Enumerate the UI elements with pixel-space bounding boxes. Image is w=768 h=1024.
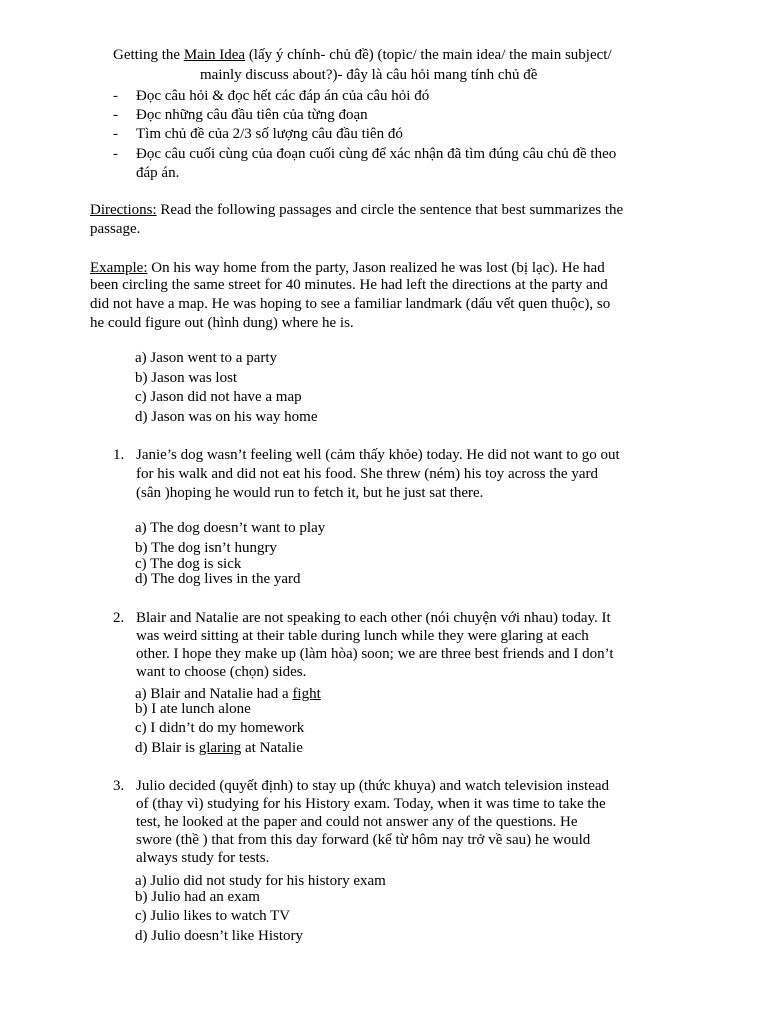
question-text: Janie’s dog wasn’t feeling well (cảm thấy khỏe) today. He did not want to go out <box>136 447 620 463</box>
example-text-line: he could figure out (hình dung) where he is. <box>90 315 354 331</box>
example-text-line: did not have a map. He was hoping to see a familiar landmark (dấu vết quen thuộc), so <box>90 296 611 312</box>
answer-option[interactable]: d) The dog lives in the yard <box>135 571 301 587</box>
answer-option[interactable]: b) Julio had an exam <box>135 889 260 905</box>
question-text: (sân )hoping he would run to fetch it, but he just sat there. <box>136 485 484 501</box>
bullet-item: Đọc câu cuối cùng của đoạn cuối cùng để xác nhận đã tìm đúng câu chủ đề theo <box>136 146 617 162</box>
directions <box>90 201 623 220</box>
option-underlined-word: fight <box>292 686 321 702</box>
answer-option[interactable]: a) Jason went to a party <box>135 350 278 366</box>
question-text: for his walk and did not eat his food. She threw (ném) his toy across the yard <box>136 466 598 482</box>
title-text-rest: (lấy ý chính- chủ đề) (topic/ the main idea/ the main subject/ <box>245 47 612 63</box>
question-text: want to choose (chọn) sides. <box>136 664 307 680</box>
option-underlined-word: glaring <box>198 740 242 756</box>
option-text: a) Blair and Natalie had a <box>135 686 293 702</box>
answer-option[interactable]: c) Jason did not have a map <box>135 389 302 405</box>
title-text: Getting the <box>113 47 184 63</box>
question-text: of (thay vì) studying for his History exam. Today, when it was time to take the <box>136 796 606 812</box>
answer-option[interactable]: c) Julio likes to watch TV <box>135 908 291 924</box>
example-text: On his way home from the party, Jason realized he was lost (bị lạc). He had <box>147 260 605 276</box>
directions-text: Read the following passages and circle the sentence that best summarizes the <box>156 202 624 218</box>
answer-option[interactable]: c) The dog is sick <box>135 556 242 572</box>
question-text: always study for tests. <box>136 850 270 866</box>
bullet-marker: - <box>113 107 118 123</box>
question-number: 2. <box>113 610 125 626</box>
directions-text-line-2: passage. <box>90 221 141 237</box>
question-text: Blair and Natalie are not speaking to each other (nói chuyện với nhau) today. It <box>136 610 611 626</box>
question-text: test, he looked at the paper and could not answer any of the questions. He <box>136 814 578 830</box>
question-text: Julio decided (quyết định) to stay up (thức khuya) and watch television instead <box>136 778 610 794</box>
example-label: Example: <box>90 260 148 276</box>
answer-option[interactable]: c) I didn’t do my homework <box>135 720 305 736</box>
bullet-marker: - <box>113 88 118 104</box>
bullet-item: Đọc những câu đầu tiên của từng đoạn <box>136 107 368 123</box>
option-text: d) Blair is <box>135 740 199 756</box>
answer-option[interactable]: b) The dog isn’t hungry <box>135 540 277 556</box>
bullet-item: Tìm chủ đề của 2/3 số lượng câu đầu tiên đó <box>136 126 403 142</box>
question-number: 1. <box>113 447 125 463</box>
bullet-item-continued: đáp án. <box>136 165 180 181</box>
option-text: at Natalie <box>241 740 303 756</box>
answer-option[interactable]: d) Jason was on his way home <box>135 409 318 425</box>
bullet-item: Đọc câu hỏi & đọc hết các đáp án của câu hỏi đó <box>136 88 430 104</box>
page-title <box>113 46 612 65</box>
title-line-2: mainly discuss about?)- đây là câu hỏi mang tính chủ đề <box>200 67 538 83</box>
answer-option[interactable]: b) Jason was lost <box>135 370 238 386</box>
bullet-marker: - <box>113 126 118 142</box>
question-text: was weird sitting at their table during lunch while they were glaring at each <box>136 628 589 644</box>
question-text: other. I hope they make up (làm hòa) soon; we are three best friends and I don’t <box>136 646 614 662</box>
bullet-marker: - <box>113 146 118 162</box>
question-number: 3. <box>113 778 125 794</box>
example-text-line: been circling the same street for 40 minutes. He had left the directions at the party and <box>90 277 608 293</box>
answer-option[interactable]: b) I ate lunch alone <box>135 701 251 717</box>
answer-option[interactable] <box>135 739 303 758</box>
question-text: swore (thề ) that from this day forward (kể từ hôm nay trở về sau) he would <box>136 832 591 848</box>
directions-label: Directions: <box>90 202 157 218</box>
title-underlined-main-idea: Main Idea <box>183 47 246 63</box>
answer-option[interactable]: a) Julio did not study for his history exam <box>135 873 386 889</box>
answer-option[interactable]: d) Julio doesn’t like History <box>135 928 304 944</box>
answer-option[interactable]: a) The dog doesn’t want to play <box>135 520 326 536</box>
